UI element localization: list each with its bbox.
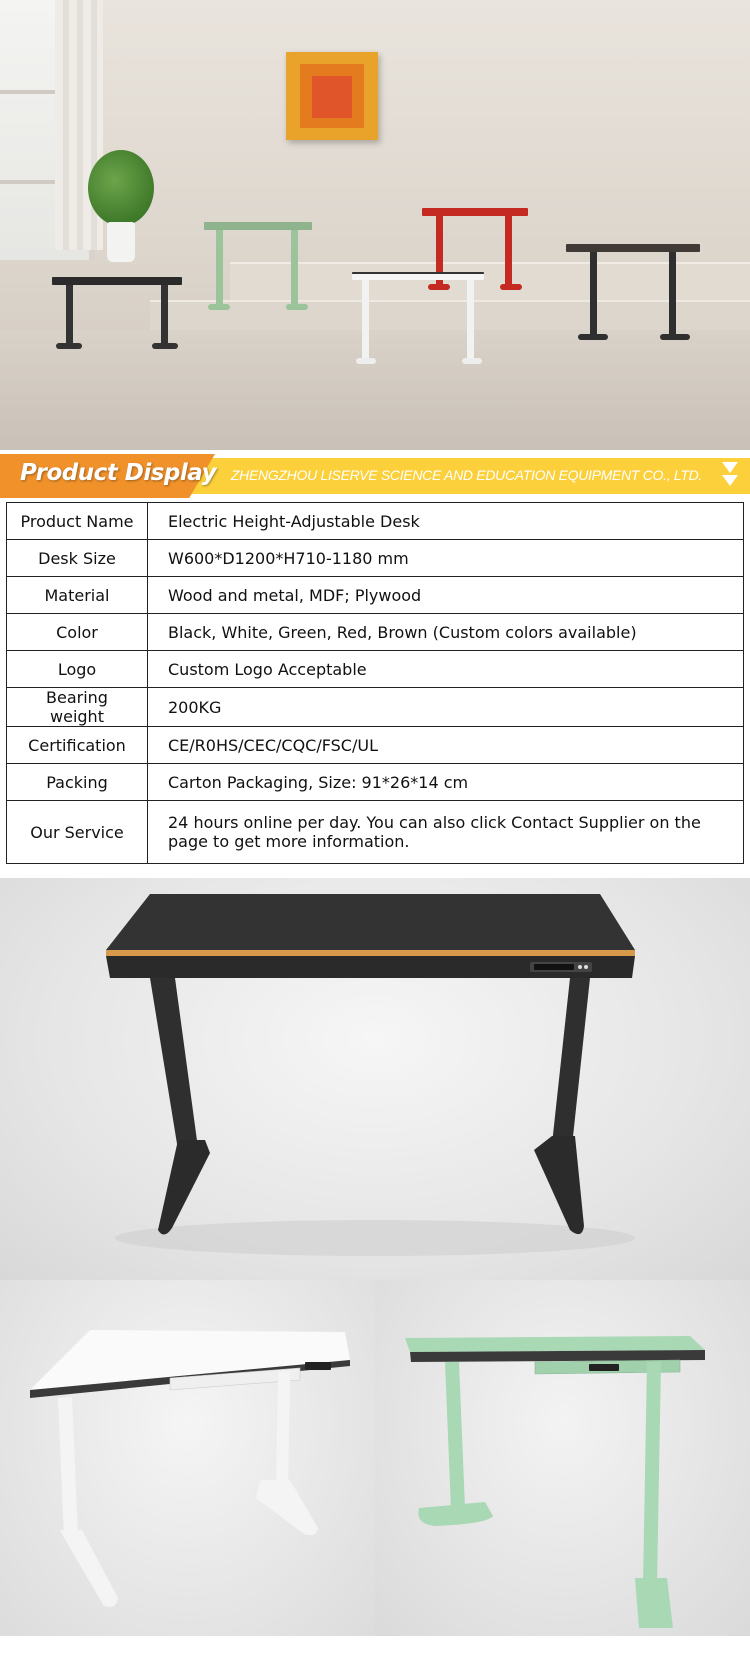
section-banner [0,450,750,502]
plant-pot [107,222,135,262]
spec-key: Product Name [7,503,148,540]
company-name: ZHENGZHOU LISERVE SCIENCE AND EDUCATION EQUIPMENT CO., LTD. [230,467,702,483]
black-desk-illustration [0,878,750,1280]
spec-value: CE/R0HS/CEC/CQC/FSC/UL [148,727,744,764]
wall-painting [286,52,378,140]
white-desk-photo [0,1280,375,1636]
spec-key: Color [7,614,148,651]
spec-key: Packing [7,764,148,801]
spec-key: Bearing weight [7,688,148,727]
spec-key: Desk Size [7,540,148,577]
black-desk-photo [0,878,750,1280]
plant [88,150,154,226]
green-desk-illustration [375,1280,750,1636]
spec-table [6,502,744,864]
table-row [7,503,744,540]
spec-value: Carton Packaging, Size: 91*26*14 cm [148,764,744,801]
table-row [7,727,744,764]
table-row [7,801,744,864]
white-desk-illustration [0,1280,375,1636]
hero-desk-green [204,222,312,310]
green-desk-photo [375,1280,750,1636]
spec-value: 24 hours online per day. You can also click Contact Supplier on the page to get more information. [148,801,744,864]
spec-value: 200KG [148,688,744,727]
table-row [7,688,744,727]
spec-key: Logo [7,651,148,688]
spec-key: Our Service [7,801,148,864]
spec-value: Custom Logo Acceptable [148,651,744,688]
table-row [7,651,744,688]
spec-key: Certification [7,727,148,764]
hero-showroom-image [0,0,750,450]
spec-value: Wood and metal, MDF; Plywood [148,577,744,614]
table-row [7,540,744,577]
table-row [7,614,744,651]
spec-key: Material [7,577,148,614]
table-row [7,577,744,614]
hero-desk-black [52,277,182,349]
hero-desk-white [352,272,484,364]
spec-value: Black, White, Green, Red, Brown (Custom colors available) [148,614,744,651]
spec-value: Electric Height-Adjustable Desk [148,503,744,540]
table-row [7,764,744,801]
hero-desk-brown [566,244,700,340]
spec-value: W600*D1200*H710-1180 mm [148,540,744,577]
section-title: Product Display [20,460,217,486]
chevron-down-icon [720,460,740,490]
